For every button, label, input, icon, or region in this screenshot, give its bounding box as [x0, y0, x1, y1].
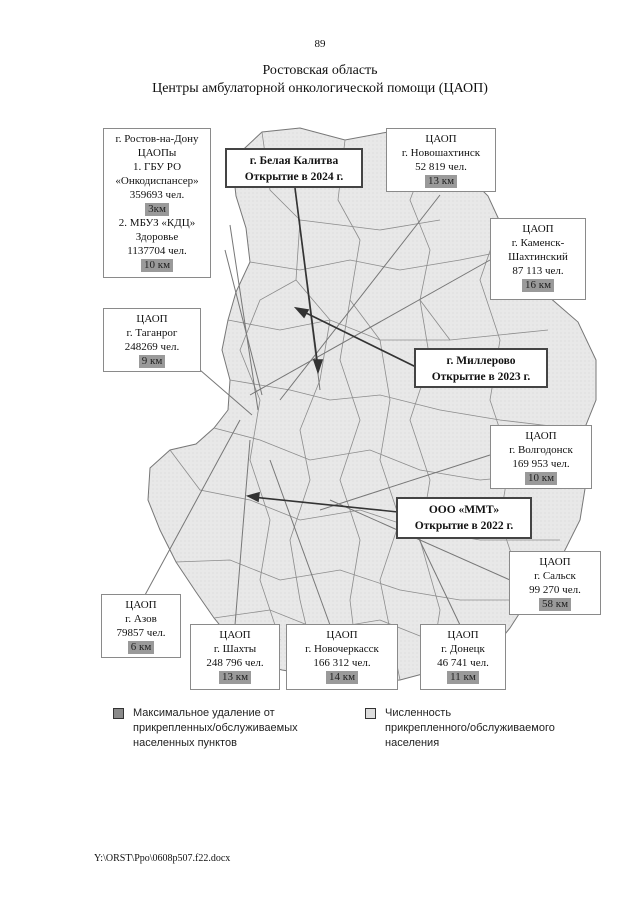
- shakhty-city: г. Шахты: [213, 643, 257, 655]
- rostov-city: г. Ростов-на-Дону: [115, 133, 199, 145]
- novocherkassk-city: г. Новочеркасск: [305, 643, 379, 655]
- taganrog-caop: ЦАОП: [136, 313, 168, 325]
- volgodonsk-caop: ЦАОП: [525, 430, 557, 442]
- legend-population-swatch: [365, 708, 376, 719]
- legend-population: [365, 706, 605, 751]
- novoshakhtinsk-km: 13 км: [425, 175, 457, 188]
- rostov-item1: 1. ГБУ РО: [132, 161, 182, 173]
- box-novoshakhtinsk: [386, 128, 496, 192]
- mmt-opening: Открытие в 2022 г.: [414, 520, 514, 532]
- kamensk-city2: Шахтинский: [508, 251, 568, 263]
- box-novocherkassk: [286, 624, 398, 690]
- salsk-pop: 99 270 чел.: [529, 584, 581, 596]
- volgodonsk-pop: 169 953 чел.: [512, 458, 570, 470]
- page-number: 89: [314, 38, 326, 50]
- legend-distance-line3: населенных пунктов: [133, 737, 237, 749]
- legend-population-line3: населения: [385, 737, 440, 749]
- rostov-item2: 2. МБУЗ «КДЦ»: [118, 217, 196, 229]
- mmt-name: ООО «ММТ»: [428, 504, 500, 516]
- donetsk-km: 11 км: [447, 671, 479, 684]
- rostov-caop: ЦАОПы: [137, 147, 177, 159]
- novocherkassk-km: 14 км: [326, 671, 358, 684]
- donetsk-city: г. Донецк: [441, 643, 485, 655]
- rostov-item1-pop: 359693 чел.: [129, 189, 185, 201]
- novocherkassk-pop: 166 312 чел.: [313, 657, 371, 669]
- legend-distance-line2: прикрепленных/обслуживаемых: [133, 722, 298, 734]
- box-mmt: [396, 497, 532, 539]
- azov-city: г. Азов: [125, 613, 157, 625]
- footer-path: Y:\ORST\Ppo\0608p507.f22.docx: [94, 853, 231, 864]
- rostov-item1-km: 3км: [145, 203, 169, 216]
- shakhty-pop: 248 796 чел.: [206, 657, 264, 669]
- shakhty-km: 13 км: [219, 671, 251, 684]
- belaya-city: г. Белая Калитва: [249, 155, 339, 167]
- box-azov: [101, 594, 181, 658]
- box-millerovo: [414, 348, 548, 388]
- taganrog-km: 9 км: [139, 355, 166, 368]
- donetsk-pop: 46 741 чел.: [437, 657, 489, 669]
- novoshakhtinsk-caop: ЦАОП: [425, 133, 457, 145]
- box-donetsk: [420, 624, 506, 690]
- rostov-item2-km: 10 км: [141, 259, 173, 272]
- shakhty-caop: ЦАОП: [219, 629, 251, 641]
- legend-distance: [113, 706, 343, 751]
- kamensk-pop: 87 113 чел.: [512, 265, 564, 277]
- legend-population-line2: прикрепленного/обслуживаемого: [385, 722, 555, 734]
- rostov-item2-pop: 1137704 чел.: [127, 245, 187, 257]
- novoshakhtinsk-city: г. Новошахтинск: [401, 147, 481, 159]
- box-belaya-kalitva: [225, 148, 363, 188]
- legend-population-line1: Численность: [385, 707, 452, 719]
- volgodonsk-city: г. Волгодонск: [509, 444, 573, 456]
- taganrog-pop: 248269 чел.: [124, 341, 180, 353]
- rostov-item1-name: «Онкодиспансер»: [115, 175, 199, 187]
- box-taganrog: [103, 308, 201, 372]
- belaya-opening: Открытие в 2024 г.: [244, 171, 344, 183]
- title-subject: Центры амбулаторной онкологической помощи (ЦАОП): [152, 81, 488, 96]
- salsk-caop: ЦАОП: [539, 556, 571, 568]
- donetsk-caop: ЦАОП: [447, 629, 479, 641]
- box-kamensk: [490, 218, 586, 300]
- kamensk-km: 16 км: [522, 279, 554, 292]
- box-shakhty: [190, 624, 280, 690]
- legend-distance-line1: Максимальное удаление от: [133, 707, 275, 719]
- volgodonsk-km: 10 км: [525, 472, 557, 485]
- azov-km: 6 км: [128, 641, 155, 654]
- legend-distance-swatch: [113, 708, 124, 719]
- taganrog-city: г. Таганрог: [126, 327, 178, 339]
- azov-pop: 79857 чел.: [116, 627, 166, 639]
- box-rostov: [103, 128, 211, 278]
- kamensk-caop: ЦАОП: [522, 223, 554, 235]
- millerovo-opening: Открытие в 2023 г.: [431, 371, 531, 383]
- salsk-km: 58 км: [539, 598, 571, 611]
- millerovo-city: г. Миллерово: [446, 355, 516, 367]
- novoshakhtinsk-pop: 52 819 чел.: [415, 161, 467, 173]
- rostov-item2-name: Здоровье: [135, 231, 179, 243]
- kamensk-city: г. Каменск-: [511, 237, 565, 249]
- azov-caop: ЦАОП: [125, 599, 157, 611]
- salsk-city: г. Сальск: [534, 570, 576, 582]
- novocherkassk-caop: ЦАОП: [326, 629, 358, 641]
- title-region: Ростовская область: [262, 63, 378, 78]
- box-salsk: [509, 551, 601, 615]
- box-volgodonsk: [490, 425, 592, 489]
